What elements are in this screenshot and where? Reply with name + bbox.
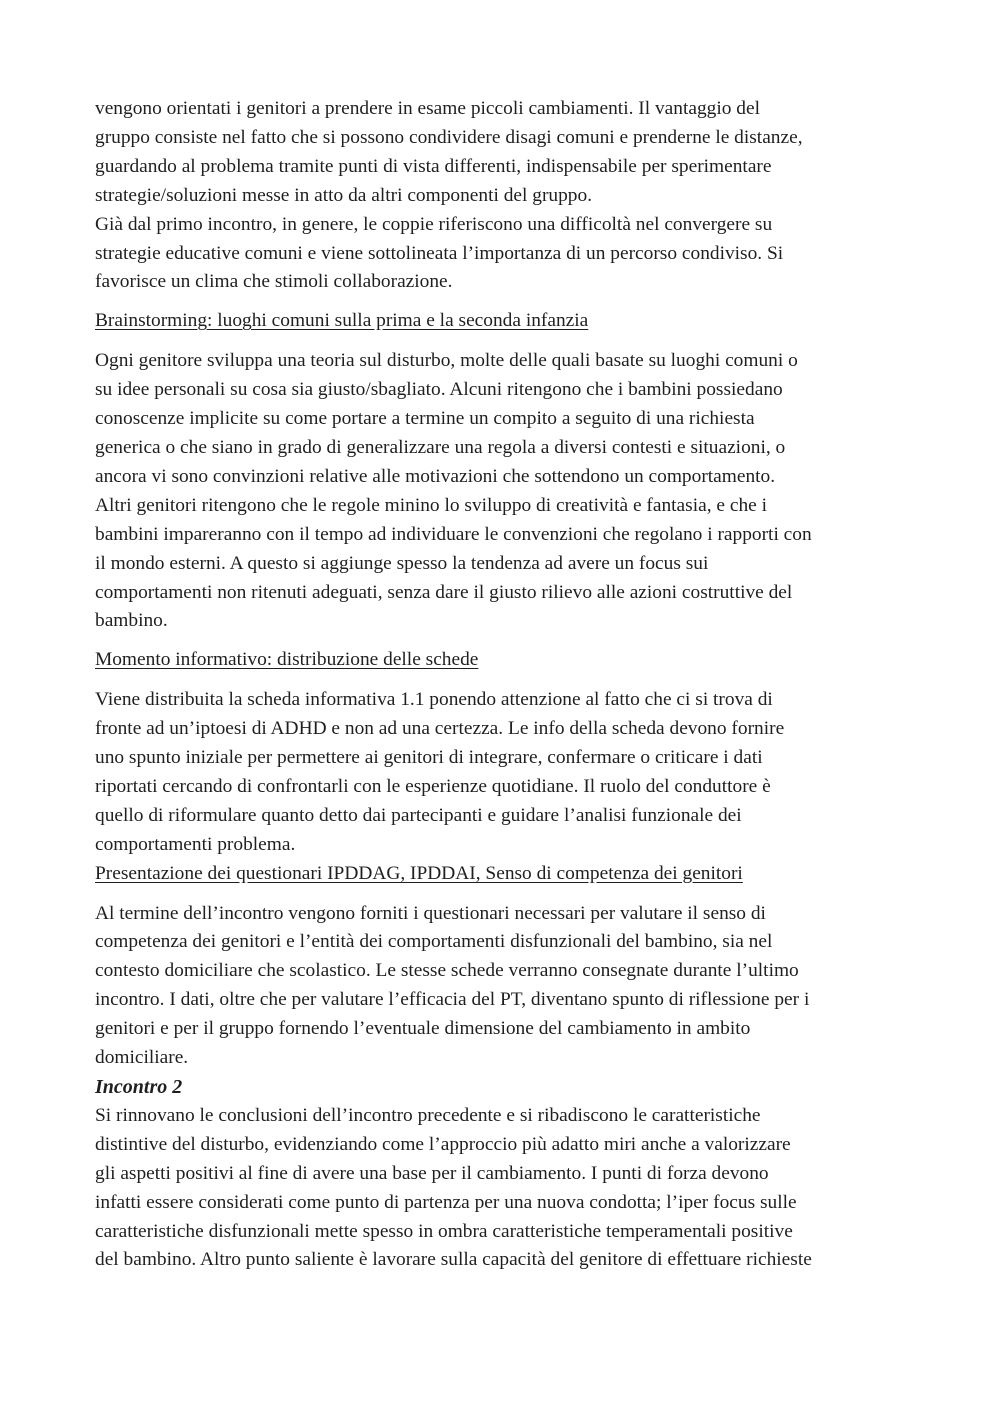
- paragraph-momento-informativo: [95, 686, 910, 859]
- text-line: competenza dei genitori e l’entità dei comportamenti disfunzionali del bambino, sia nel: [95, 931, 773, 953]
- text-line: gli aspetti positivi al fine di avere una base per il cambiamento. I punti di forza devono: [95, 1162, 769, 1184]
- text-line: Altri genitori ritengono che le regole minino lo sviluppo di creatività e fantasia, e che i: [95, 494, 767, 516]
- text-line: Già dal primo incontro, in genere, le coppie riferiscono una difficoltà nel convergere su: [95, 213, 773, 235]
- text-line: comportamenti non ritenuti adeguati, senza dare il giusto rilievo alle azioni costruttive del: [95, 581, 793, 603]
- text-line: quello di riformulare quanto detto dai partecipanti e guidare l’analisi funzionale dei: [95, 804, 742, 826]
- text-line: fronte ad un’iptoesi di ADHD e non ad una certezza. Le info della scheda devono fornire: [95, 718, 785, 740]
- text-line: uno spunto iniziale per permettere ai genitori di integrare, confermare o criticare i dati: [95, 747, 763, 769]
- paragraph-group-intro: [95, 95, 910, 297]
- text-line: infatti essere considerati come punto di partenza per una nuova condotta; l’iper focus sulle: [95, 1191, 797, 1213]
- text-line: generica o che siano in grado di generalizzare una regola a diversi contesti e situazioni, o: [95, 436, 786, 458]
- text-line: gruppo consiste nel fatto che si possono condividere disagi comuni e prenderne le distanze,: [95, 126, 803, 148]
- text-line: genitori e per il gruppo fornendo l’eventuale dimensione del cambiamento in ambito: [95, 1018, 751, 1040]
- text-line: del bambino. Altro punto saliente è lavorare sulla capacità del genitore di effettuare richieste: [95, 1249, 812, 1271]
- text-line: Si rinnovano le conclusioni dell’incontro precedente e si ribadiscono le caratteristiche: [95, 1104, 761, 1126]
- text-line: il mondo esterni. A questo si aggiunge spesso la tendenza ad avere un focus sui: [95, 552, 709, 574]
- text-line: Ogni genitore sviluppa una teoria sul disturbo, molte delle quali basate su luoghi comuni o: [95, 350, 798, 372]
- text-line: comportamenti problema.: [95, 833, 296, 855]
- text-line: strategie educative comuni e viene sottolineata l’importanza di un percorso condiviso. Si: [95, 242, 784, 264]
- heading-brainstorming: Brainstorming: luoghi comuni sulla prima e la seconda infanzia: [95, 310, 589, 332]
- text-line: bambini impareranno con il tempo ad individuare le convenzioni che regolano i rapporti con: [95, 523, 812, 545]
- text-line: riportati cercando di confrontarli con le esperienze quotidiane. Il ruolo del conduttore è: [95, 775, 771, 797]
- heading-questionari: Presentazione dei questionari IPDDAG, IPDDAI, Senso di competenza dei genitori: [95, 862, 743, 884]
- text-line: Al termine dell’incontro vengono forniti i questionari necessari per valutare il senso di: [95, 902, 766, 924]
- text-line: vengono orientati i genitori a prendere in esame piccoli cambiamenti. Il vantaggio del: [95, 98, 760, 119]
- text-line: contesto domiciliare che scolastico. Le stesse schede verranno consegnate durante l’ultimo: [95, 960, 799, 982]
- section-title-incontro-2: Incontro 2: [95, 1076, 183, 1098]
- document-page: [95, 95, 910, 1275]
- text-line: guardando al problema tramite punti di vista differenti, indispensabile per sperimentare: [95, 155, 772, 177]
- text-line: Viene distribuita la scheda informativa 1.1 ponendo attenzione al fatto che ci si trova di: [95, 689, 773, 711]
- paragraph-questionari: [95, 900, 910, 1073]
- text-line: domiciliare.: [95, 1047, 189, 1069]
- paragraph-incontro-2: [95, 1102, 910, 1275]
- text-line: distintive del disturbo, evidenziando come l’approccio più adatto miri anche a valorizzare: [95, 1133, 791, 1155]
- heading-momento-informativo: Momento informativo: distribuzione delle schede: [95, 649, 479, 671]
- text-line: favorisce un clima che stimoli collaborazione.: [95, 271, 453, 293]
- paragraph-brainstorming: [95, 347, 910, 636]
- text-line: su idee personali su cosa sia giusto/sbagliato. Alcuni ritengono che i bambini possiedano: [95, 379, 783, 401]
- text-line: incontro. I dati, oltre che per valutare l’efficacia del PT, diventano spunto di riflessione per i: [95, 989, 810, 1011]
- text-line: caratteristiche disfunzionali mette spesso in ombra caratteristiche temperamentali positive: [95, 1220, 793, 1242]
- text-line: conoscenze implicite su come portare a termine un compito a seguito di una richiesta: [95, 408, 755, 430]
- text-line: ancora vi sono convinzioni relative alle motivazioni che sottendono un comportamento.: [95, 465, 776, 487]
- text-line: bambino.: [95, 610, 168, 632]
- text-line: strategie/soluzioni messe in atto da altri componenti del gruppo.: [95, 184, 593, 206]
